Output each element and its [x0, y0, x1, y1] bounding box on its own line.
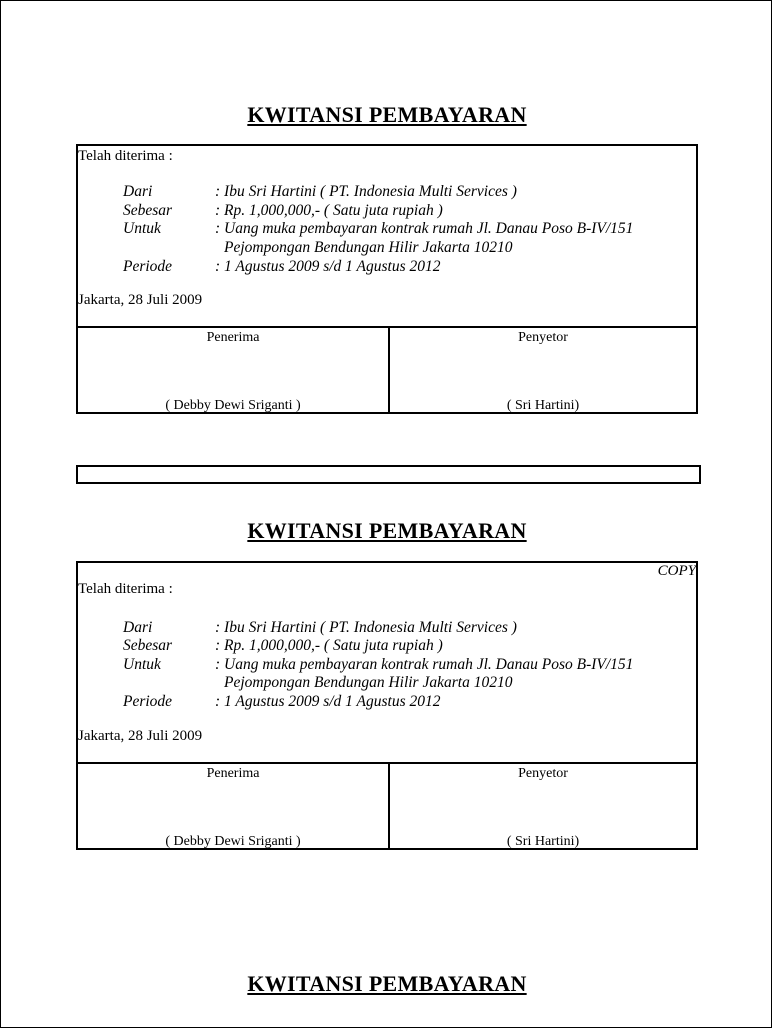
receipt-box-2 — [76, 561, 698, 850]
dari-label: Dari — [123, 183, 153, 200]
receiver-title: Penerima — [206, 330, 260, 345]
untuk-value-line1: : Uang muka pembayaran kontrak rumah Jl. Danau Poso B-IV/151 — [215, 220, 634, 237]
periode-label: Periode — [123, 258, 173, 275]
periode-value: : 1 Agustus 2009 s/d 1 Agustus 2012 — [215, 258, 441, 275]
copy-label: COPY — [657, 563, 696, 579]
blank-separator-box — [76, 465, 701, 484]
untuk-label: Untuk — [123, 656, 161, 673]
depositor-name: ( Sri Hartini) — [506, 398, 580, 413]
signature-row — [78, 326, 696, 414]
dari-value: : Ibu Sri Hartini ( PT. Indonesia Multi Services ) — [215, 619, 517, 636]
depositor-title: Penyetor — [518, 766, 568, 781]
sebesar-label: Sebesar — [123, 637, 173, 654]
receiver-title: Penerima — [206, 766, 260, 781]
dari-label: Dari — [123, 619, 153, 636]
depositor-title: Penyetor — [518, 330, 568, 345]
place-date: Jakarta, 28 Juli 2009 — [78, 728, 203, 744]
depositor-name: ( Sri Hartini) — [506, 834, 580, 849]
depositor-signature-cell — [390, 764, 696, 850]
received-label: Telah diterima : — [78, 148, 173, 164]
sebesar-label: Sebesar — [123, 202, 173, 219]
place-date: Jakarta, 28 Juli 2009 — [78, 292, 203, 308]
receiver-name: ( Debby Dewi Sriganti ) — [165, 834, 301, 849]
receiver-signature-cell — [78, 764, 390, 850]
signature-row — [78, 762, 696, 850]
receipt-title-1: KWITANSI PEMBAYARAN — [247, 102, 527, 127]
sebesar-value: : Rp. 1,000,000,- ( Satu juta rupiah ) — [215, 637, 443, 654]
periode-value: : 1 Agustus 2009 s/d 1 Agustus 2012 — [215, 693, 441, 710]
receipt-box-1 — [76, 144, 698, 414]
received-label: Telah diterima : — [78, 581, 173, 597]
dari-value: : Ibu Sri Hartini ( PT. Indonesia Multi Services ) — [215, 183, 517, 200]
depositor-signature-cell — [390, 328, 696, 414]
untuk-label: Untuk — [123, 220, 161, 237]
untuk-value-line1: : Uang muka pembayaran kontrak rumah Jl. Danau Poso B-IV/151 — [215, 656, 634, 673]
periode-label: Periode — [123, 693, 173, 710]
untuk-value-line2: Pejompongan Bendungan Hilir Jakarta 10210 — [224, 674, 513, 691]
receiver-name: ( Debby Dewi Sriganti ) — [165, 398, 301, 413]
sebesar-value: : Rp. 1,000,000,- ( Satu juta rupiah ) — [215, 202, 443, 219]
receipt-title-3: KWITANSI PEMBAYARAN — [247, 971, 527, 996]
untuk-value-line2: Pejompongan Bendungan Hilir Jakarta 10210 — [224, 239, 513, 256]
receiver-signature-cell — [78, 328, 390, 414]
receipt-title-2: KWITANSI PEMBAYARAN — [247, 518, 527, 543]
